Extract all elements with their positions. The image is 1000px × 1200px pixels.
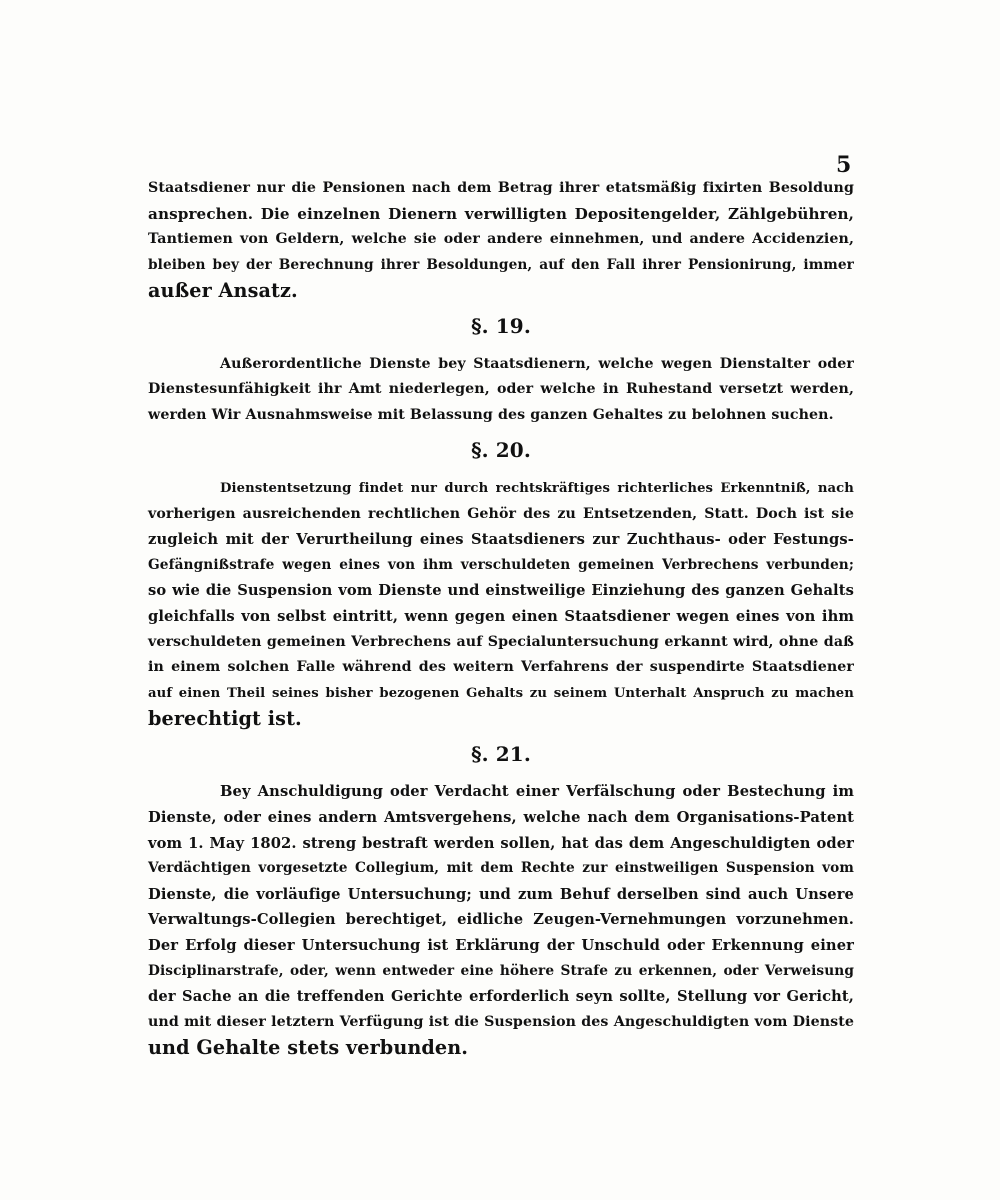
text-line: Tantiemen von Geldern, welche sie oder andere einnehmen, und andere Accidenzien, <box>148 231 854 248</box>
text-line: Verdächtigen vorgesetzte Collegium, mit dem Rechte zur einstweiligen Suspension vom <box>148 860 854 877</box>
text-line: Bey Anschuldigung oder Verdacht einer Verfälschung oder Bestechung im <box>220 783 854 801</box>
text-line: vorherigen ausreichenden rechtlichen Gehör des zu Entsetzenden, Statt. Doch ist sie <box>148 505 854 522</box>
text-line: und Gehalte stets verbunden. <box>148 1036 469 1060</box>
text-line: gleichfalls von selbst eintritt, wenn gegen einen Staatsdiener wegen eines von ihm <box>148 607 854 625</box>
text-line: Verwaltungs-Collegien berechtiget, eidliche Zeugen-Vernehmungen vorzunehmen. <box>148 911 854 929</box>
page-number: 5 <box>836 152 852 178</box>
text-line: Dienstesunfähigkeit ihr Amt niederlegen, oder welche in Ruhestand versetzt werden, <box>148 381 854 398</box>
text-line: Disciplinarstrafe, oder, wenn entweder eine höhere Strafe zu erkennen, oder Verweisung <box>148 962 854 979</box>
text-line: Außerordentliche Dienste bey Staatsdienern, welche wegen Dienstalter oder <box>220 355 854 372</box>
text-line: zugleich mit der Verurtheilung eines Staatsdieners zur Zuchthaus- oder Festungs- <box>148 531 854 549</box>
text-line: verschuldeten gemeinen Verbrechens auf Specialuntersuchung erkannt wird, ohne daß <box>148 633 854 650</box>
intro-paragraph <box>148 176 854 304</box>
text-line: werden Wir Ausnahmsweise mit Belassung des ganzen Gehaltes zu belohnen suchen. <box>148 406 834 423</box>
text-line: bleiben bey der Berechnung ihrer Besoldungen, auf den Fall ihrer Pensionirung, immer <box>148 256 854 273</box>
text-line: Dienstentsetzung findet nur durch rechtskräftiges richterliches Erkenntniß, nach <box>220 480 854 496</box>
text-line: und mit dieser letztern Verfügung ist die Suspension des Angeschuldigten vom Dienste <box>148 1013 854 1030</box>
text-line: berechtigt ist. <box>148 707 302 731</box>
text-line: der Sache an die treffenden Gerichte erforderlich seyn sollte, Stellung vor Gericht, <box>148 988 854 1006</box>
text-line: Der Erfolg dieser Untersuchung ist Erklärung der Unschuld oder Erkennung einer <box>148 937 854 955</box>
text-line: außer Ansatz. <box>148 279 298 303</box>
text-line: ansprechen. Die einzelnen Dienern verwilligten Depositengelder, Zählgebühren, <box>148 204 854 223</box>
document-body <box>148 176 854 1061</box>
text-line: Gefängnißstrafe wegen eines von ihm verschuldeten gemeinen Verbrechens verbunden; <box>148 556 854 573</box>
text-line: vom 1. May 1802. streng bestraft werden sollen, hat das dem Angeschuldigten oder <box>148 834 854 852</box>
section-heading-21: §. 21. <box>471 741 531 766</box>
text-line: Staatsdiener nur die Pensionen nach dem Betrag ihrer etatsmäßig fixirten Besoldung <box>148 180 854 196</box>
text-line: Dienste, die vorläufige Untersuchung; und zum Behuf derselben sind auch Unsere <box>148 885 854 903</box>
section-21-paragraph <box>148 779 854 1061</box>
section-19-paragraph <box>148 352 854 429</box>
text-line: Dienste, oder eines andern Amtsvergehens, welche nach dem Organisations-Patent <box>148 809 854 827</box>
text-line: so wie die Suspension vom Dienste und einstweilige Einziehung des ganzen Gehalts <box>148 582 854 600</box>
section-heading-19: §. 19. <box>471 313 531 338</box>
text-line: in einem solchen Falle während des weitern Verfahrens der suspendirte Staatsdiener <box>148 659 854 676</box>
text-line: auf einen Theil seines bisher bezogenen Gehalts zu seinem Unterhalt Anspruch zu machen <box>148 685 854 701</box>
section-20-paragraph <box>148 476 854 732</box>
section-heading-20: §. 20. <box>471 438 531 463</box>
